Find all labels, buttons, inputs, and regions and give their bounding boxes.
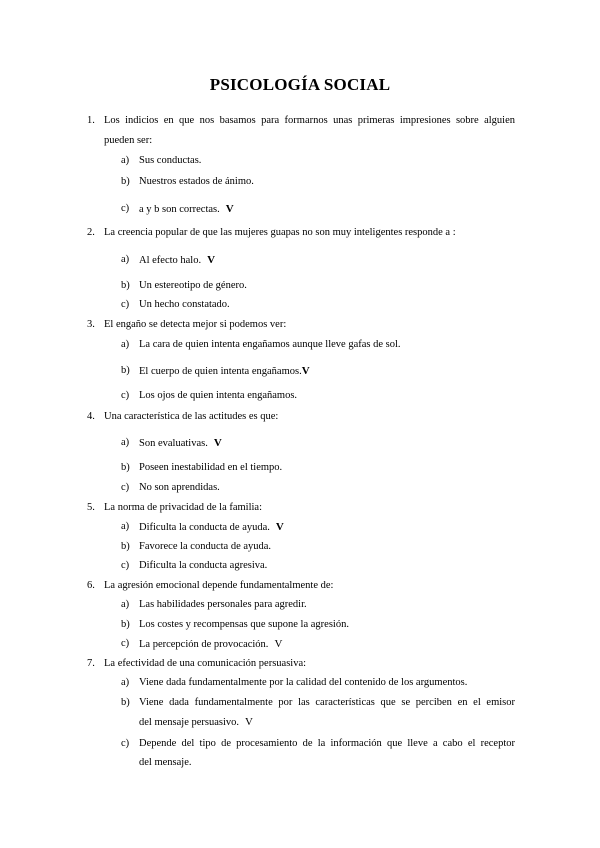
question-text-continued: pueden ser: bbox=[104, 135, 153, 146]
option-text: Un hecho constatado. bbox=[139, 299, 230, 310]
option-text: El cuerpo de quien intenta engañamos. bbox=[139, 366, 302, 377]
option-letter: b) bbox=[121, 176, 130, 187]
option-text: Nuestros estados de ánimo. bbox=[139, 176, 254, 187]
option-text: Dificulta la conducta de ayuda. bbox=[139, 522, 270, 533]
option-text: No son aprendidas. bbox=[139, 482, 220, 493]
question-text: La creencia popular de que las mujeres guapas no son muy inteligentes responde a : bbox=[104, 227, 456, 238]
question-number: 1. bbox=[87, 115, 95, 126]
option-letter: c) bbox=[121, 390, 130, 401]
question-text: El engaño se detecta mejor si podemos ver: bbox=[104, 319, 287, 330]
option-text: La cara de quien intenta engañamos aunque lleve gafas de sol. bbox=[139, 339, 401, 350]
option-text-correct bbox=[139, 715, 253, 730]
option-text-correct bbox=[139, 637, 282, 652]
option-letter: c) bbox=[121, 482, 130, 493]
question-text: La efectividad de una comunicación persuasiva: bbox=[104, 658, 307, 669]
option-text: La percepción de provocación. bbox=[139, 639, 269, 650]
option-text-correct bbox=[139, 520, 284, 535]
question-text: Una característica de las actitudes es que: bbox=[104, 411, 279, 422]
option-text-continued: del mensaje persuasivo. bbox=[139, 717, 240, 728]
option-text-correct bbox=[139, 253, 215, 268]
option-letter: b) bbox=[121, 541, 130, 552]
question-text: La agresión emocional depende fundamentalmente de: bbox=[104, 580, 334, 591]
correct-answer-mark: V bbox=[275, 521, 284, 533]
page-title: PSICOLOGÍA SOCIAL bbox=[209, 75, 391, 94]
option-letter: b) bbox=[121, 365, 130, 376]
option-letter: c) bbox=[121, 738, 130, 749]
option-text-correct bbox=[139, 364, 310, 379]
option-text: Sus conductas. bbox=[139, 155, 202, 166]
option-letter: a) bbox=[121, 677, 130, 688]
option-text: a y b son correctas. bbox=[139, 204, 220, 215]
option-letter: a) bbox=[121, 521, 130, 532]
option-letter: c) bbox=[121, 560, 130, 571]
correct-answer-mark: V bbox=[207, 254, 216, 266]
question-number: 6. bbox=[87, 580, 95, 591]
option-letter: a) bbox=[121, 599, 130, 610]
question-number: 3. bbox=[87, 319, 95, 330]
option-text: Viene dada fundamentalmente por la calidad del contenido de los argumentos. bbox=[139, 677, 468, 688]
correct-answer-mark: V bbox=[301, 365, 310, 377]
option-text: Un estereotipo de género. bbox=[139, 280, 247, 291]
option-letter: b) bbox=[121, 697, 130, 708]
option-letter: c) bbox=[121, 203, 130, 214]
option-letter: b) bbox=[121, 280, 130, 291]
option-text: Favorece la conducta de ayuda. bbox=[139, 541, 272, 552]
option-text: Poseen inestabilidad en el tiempo. bbox=[139, 462, 283, 473]
option-text: Las habilidades personales para agredir. bbox=[139, 599, 307, 610]
option-text: Viene dada fundamentalmente por las características que se perciben en el emisor bbox=[139, 697, 515, 708]
option-letter: a) bbox=[121, 155, 130, 166]
option-text-continued: del mensaje. bbox=[139, 757, 192, 768]
correct-answer-mark: V bbox=[213, 437, 222, 449]
option-text-correct bbox=[139, 436, 222, 451]
correct-answer-mark: V bbox=[225, 203, 234, 215]
option-text: Los ojos de quien intenta engañamos. bbox=[139, 390, 298, 401]
question-number: 2. bbox=[87, 227, 95, 238]
option-text: Al efecto halo. bbox=[139, 255, 202, 266]
option-text: Son evaluativas. bbox=[139, 438, 208, 449]
option-letter: b) bbox=[121, 619, 130, 630]
option-text: Dificulta la conducta agresiva. bbox=[139, 560, 268, 571]
option-letter: a) bbox=[121, 437, 130, 448]
question-text: La norma de privacidad de la familia: bbox=[104, 502, 263, 513]
question-text: Los indicios en que nos basamos para formarnos unas primeras impresiones sobre alguien bbox=[104, 115, 515, 126]
option-letter: b) bbox=[121, 462, 130, 473]
question-number: 4. bbox=[87, 411, 95, 422]
option-letter: c) bbox=[121, 638, 130, 649]
option-text: Los costes y recompensas que supone la agresión. bbox=[139, 619, 349, 630]
question-number: 7. bbox=[87, 658, 95, 669]
question-number: 5. bbox=[87, 502, 95, 513]
correct-answer-mark: V bbox=[274, 638, 283, 650]
correct-answer-mark: V bbox=[245, 716, 253, 728]
option-text: Depende del tipo de procesamiento de la información que lleve a cabo el receptor bbox=[139, 738, 515, 749]
option-letter: c) bbox=[121, 299, 130, 310]
option-letter: a) bbox=[121, 254, 130, 265]
option-letter: a) bbox=[121, 339, 130, 350]
option-text-correct bbox=[139, 202, 234, 217]
